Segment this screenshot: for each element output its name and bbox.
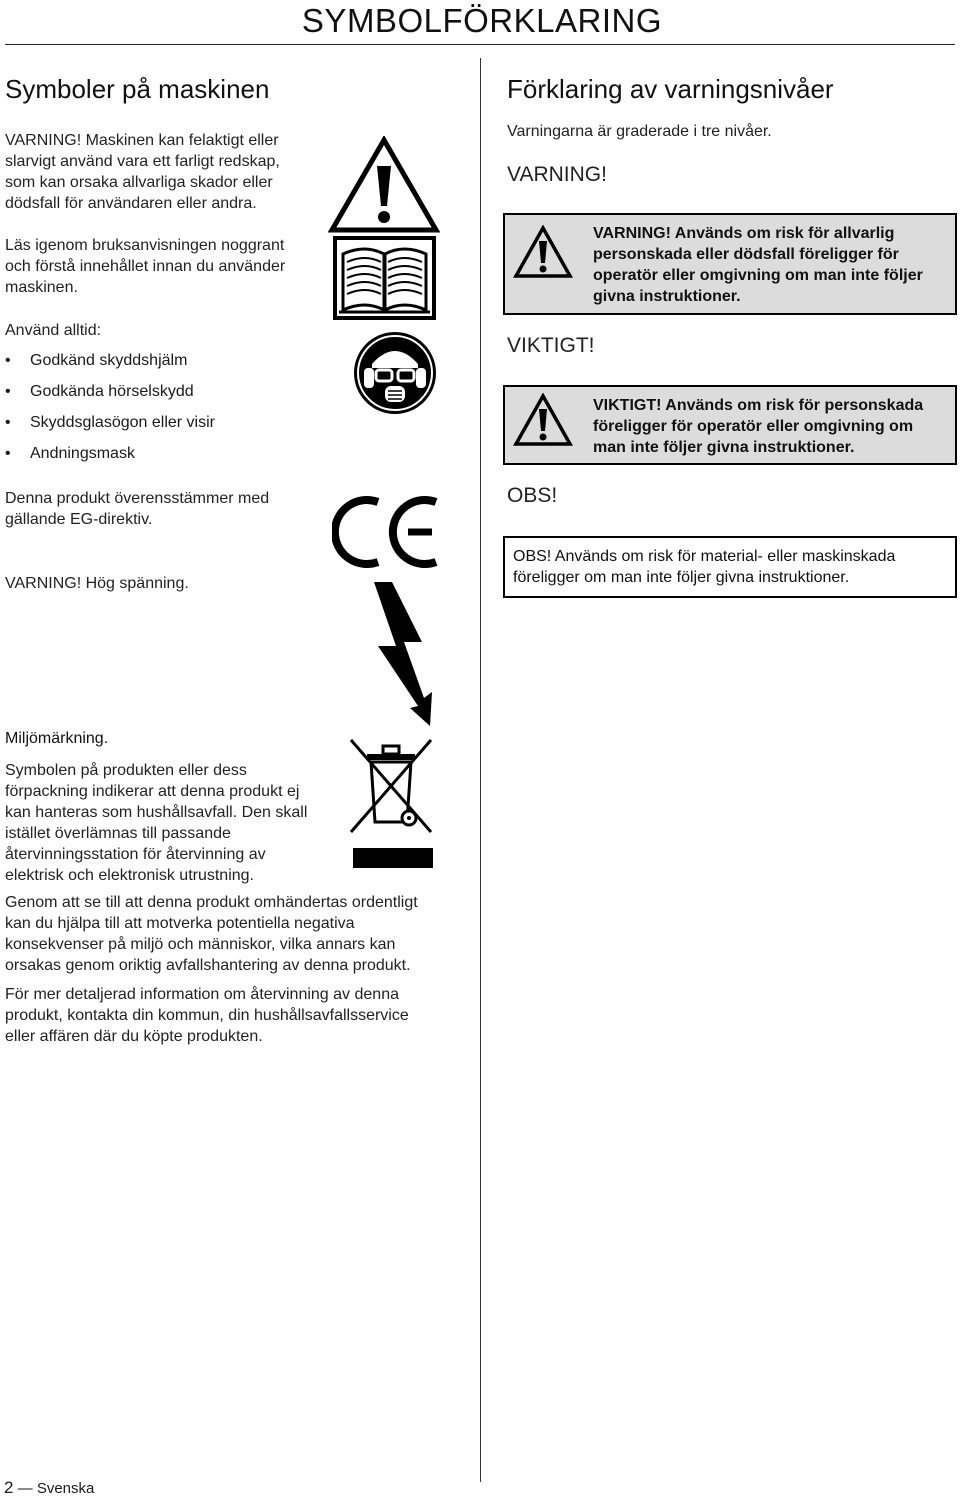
text-line: operatör eller omgivning om man inte följer: [593, 267, 923, 284]
page-number: 2: [4, 1478, 14, 1497]
text-line: Genom att se till att denna produkt omhändertas ordentligt: [5, 894, 418, 911]
text-line: personskada eller dödsfall föreligger för: [593, 246, 899, 263]
text-line: kan du hjälpa till att motverka potentiella negativa: [5, 915, 355, 932]
text-line: OBS! Används om risk för material- eller maskinskada: [513, 548, 896, 565]
high-voltage-lightning-icon: [366, 582, 438, 726]
warning-triangle-icon: [513, 393, 573, 447]
warning-level-description: [593, 223, 923, 307]
list-item: • Godkänd skyddshjälm: [5, 352, 188, 369]
text-line: VARNING! Maskinen kan felaktigt eller: [5, 132, 279, 149]
text-line: maskinen.: [5, 279, 78, 296]
text-line: som kan orsaka allvarliga skador eller: [5, 174, 273, 191]
warning-levels-intro: Varningarna är graderade i tre nivåer.: [507, 123, 772, 140]
level-label-important: VIKTIGT!: [507, 334, 595, 357]
text-line: förpackning indikerar att denna produkt ej: [5, 783, 300, 800]
level-label-note: OBS!: [507, 484, 558, 507]
page-footer: [4, 1478, 94, 1498]
environment-paragraph-1: [5, 760, 307, 886]
text-line: man inte följer givna instruktioner.: [593, 439, 855, 456]
environment-paragraph-3: [5, 984, 409, 1047]
list-item-label: Godkända hörselskydd: [30, 383, 194, 400]
text-line: gällande EG-direktiv.: [5, 511, 153, 528]
text-line: För mer detaljerad information om återvinning av denna: [5, 986, 399, 1003]
text-line: kan hanteras som hushållsavfall. Den skall: [5, 804, 308, 821]
ce-mark-icon: [332, 494, 440, 570]
section-heading-symbols: Symboler på maskinen: [5, 74, 270, 104]
list-item: • Skyddsglasögon eller visir: [5, 414, 215, 431]
note-level-description: [513, 546, 895, 588]
text-line: Denna produkt överensstämmer med: [5, 490, 270, 507]
text-line: eller affären där du köpte produkten.: [5, 1028, 263, 1045]
text-line: VIKTIGT! Används om risk för personskada: [593, 397, 924, 414]
high-voltage-text: VARNING! Hög spänning.: [5, 575, 189, 592]
read-manual-book-icon: [333, 236, 436, 320]
text-line: Symbolen på produkten eller dess: [5, 762, 247, 779]
list-item-label: Skyddsglasögon eller visir: [30, 414, 215, 431]
text-line: givna instruktioner.: [593, 288, 741, 305]
column-divider: [480, 58, 481, 1482]
level-label-warning: VARNING!: [507, 163, 607, 186]
list-item-label: Godkänd skyddshjälm: [30, 352, 188, 369]
text-line: istället överlämnas till passande: [5, 825, 231, 842]
text-line: slarvigt använd vara ett farligt redskap,: [5, 153, 280, 170]
warning-triangle-icon: [328, 136, 440, 234]
text-line: orsakas genom oriktig avfallshantering av denna produkt.: [5, 957, 411, 974]
important-level-description: [593, 395, 923, 458]
text-line: elektrisk och elektronisk utrustning.: [5, 867, 254, 884]
important-level-box: [503, 385, 957, 465]
text-line: och förstå innehållet innan du använder: [5, 258, 286, 275]
footer-language: Svenska: [36, 1480, 95, 1497]
warning-triangle-icon: [513, 225, 573, 279]
protective-equipment-icon: [352, 330, 438, 416]
text-line: föreligger om man inte följer givna instruktioner.: [513, 569, 850, 586]
note-level-box: [503, 536, 957, 598]
section-heading-warning-levels: Förklaring av varningsnivåer: [507, 74, 834, 104]
text-line: dödsfall för användaren eller andra.: [5, 195, 257, 212]
protective-equipment-list: [5, 352, 215, 476]
text-line: Läs igenom bruksanvisningen noggrant: [5, 237, 285, 254]
text-line: föreligger för operatör eller omgivning om: [593, 418, 914, 435]
weee-crossed-bin-icon: [347, 736, 435, 870]
list-item: • Andningsmask: [5, 445, 135, 462]
text-line: återvinningsstation för återvinning av: [5, 846, 266, 863]
warning-level-box: [503, 213, 957, 315]
always-use-label: Använd alltid:: [5, 322, 102, 339]
read-manual-text: [5, 235, 285, 298]
list-item: • Godkända hörselskydd: [5, 383, 194, 400]
environment-paragraph-2: [5, 892, 418, 976]
page-title: SYMBOLFÖRKLARING: [301, 2, 662, 39]
text-line: produkt, kontakta din kommun, din hushållsavfallsservice: [5, 1007, 409, 1024]
machine-warning-text: [5, 130, 280, 214]
text-line: VARNING! Används om risk för allvarlig: [593, 225, 895, 242]
environment-heading: Miljömärkning.: [5, 730, 109, 747]
text-line: konsekvenser på miljö och människor, vilka annars kan: [5, 936, 396, 953]
list-item-label: Andningsmask: [30, 445, 135, 462]
footer-separator: —: [17, 1480, 33, 1497]
header-rule: [5, 44, 955, 45]
ce-compliance-text: [5, 488, 269, 530]
